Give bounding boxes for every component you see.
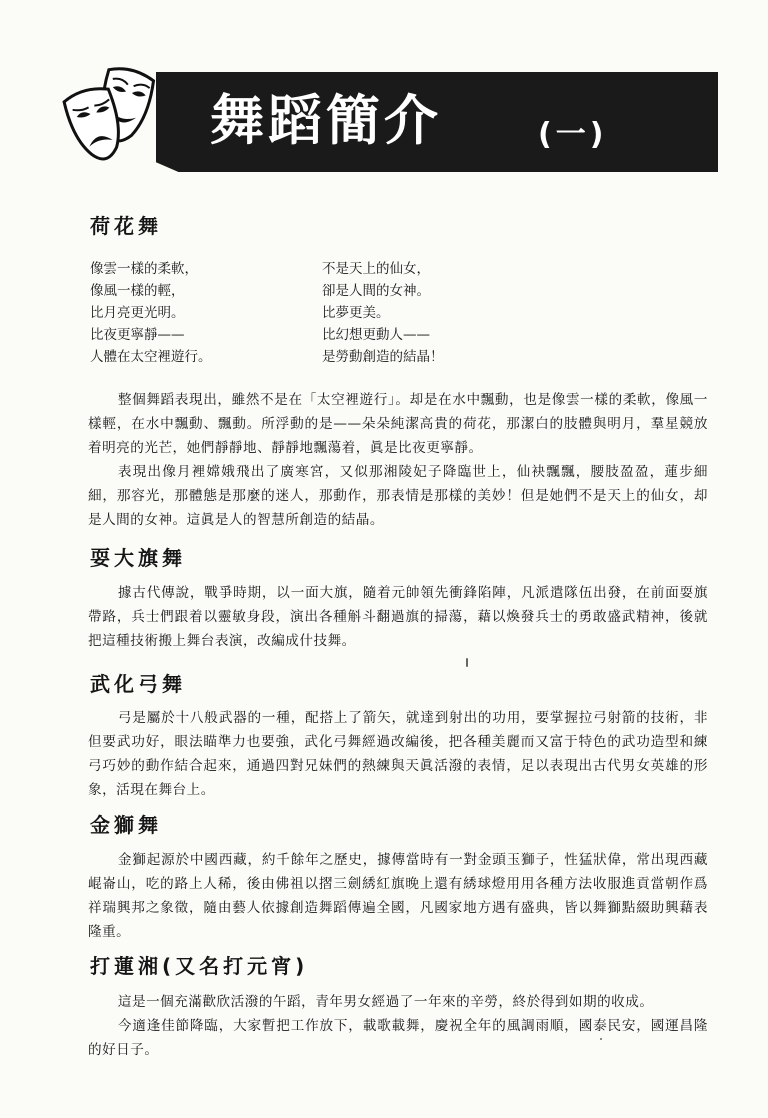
poem-line: 比夜更寧靜—— (90, 327, 185, 343)
poem-right-column (322, 258, 444, 368)
section-body (88, 706, 708, 802)
paragraph: 表現出像月裡嫦娥飛出了廣寒宮，又似那湘陵妃子降臨世上，仙袂飄飄，腰肢盈盈，蓮步細細，那容光，那體態是那麼的迷人，那動作，那表情是那樣的美妙！但是她們不是天上的仙女，却是人間的女神。這眞是人的智慧所創造的結晶。 (88, 464, 708, 528)
theater-masks-icon (60, 60, 156, 170)
poem-line: 像風一樣的輕， (90, 283, 185, 299)
paragraph: 這是一個充滿歡欣活潑的午蹈，青年男女經過了一年來的辛勞，終於得到如期的收成。 (117, 994, 654, 1010)
poem-line: 比幻想更動人—— (322, 327, 430, 343)
section-body (88, 990, 708, 1062)
section-heading: 金獅舞 (90, 813, 162, 837)
section-body (88, 848, 708, 944)
poem-line: 卻是人間的女神。 (322, 283, 430, 299)
paragraph: 據古代傳說，戰爭時期，以一面大旗，隨着元帥領先衝鋒陷陣，凡派遣隊伍出發，在前面耍旗帶路，兵士們跟着以靈敏身段，演出各種斛斗翻過旗的掃蕩，藉以煥發兵士的勇敢盛武精神，後就把這種技術搬上舞台表演，改編成什技舞。 (88, 585, 708, 649)
scan-speck (466, 658, 468, 667)
section-heading: 武化弓舞 (90, 672, 186, 696)
poem-line: 人體在太空裡遊行。 (90, 349, 212, 365)
poem-line: 像雲一樣的柔軟， (90, 261, 198, 277)
poem-line: 比夢更美。 (322, 305, 390, 321)
section-heading: 打蓮湘(又名打元宵) (90, 954, 309, 978)
paragraph: 今適逢佳節降臨，大家暫把工作放下，載歌載舞，慶祝全年的風調雨順，國泰民安，國運昌隆的好日子。 (88, 1018, 708, 1058)
title-bar-rule (156, 72, 718, 74)
paragraph: 金獅起源於中國西藏，約千餘年之歷史，據傳當時有一對金頭玉獅子，性猛狀偉，常出現西藏崐崙山，吃的路上人稀，後由佛祖以摺三劍綉紅旗晚上還有綉球燈用用各種方法收服進貢當朝作爲祥瑞興邦之象徵，隨由藝人依據創造舞蹈傳遍全國，凡國家地方遇有盛典，皆以舞獅點綴助興藉表隆重。 (88, 852, 708, 940)
section-body (88, 388, 708, 532)
poem-line: 比月亮更光明。 (90, 305, 185, 321)
scan-speck (600, 1038, 602, 1040)
poem-line: 是勞動創造的結晶！ (322, 349, 444, 365)
page-title-number: (一) (538, 117, 608, 152)
poem-line: 不是天上的仙女， (322, 261, 430, 277)
paragraph: 弓是屬於十八般武器的一種，配搭上了箭矢，就達到射出的功用，要掌握拉弓射箭的技術，非但要武功好，眼法瞄準力也要強，武化弓舞經過改編後，把各種美麗而又富于特色的武功造型和練弓巧妙的動作結合起來，通過四對兄妹們的熱練與天眞活潑的表情，足以表現出古代男女英雄的形象，活現在舞台上。 (88, 710, 708, 798)
section-heading: 荷花舞 (90, 214, 162, 238)
page-header (60, 60, 720, 182)
poem-left-column (90, 258, 212, 368)
section-heading: 耍大旗舞 (90, 546, 186, 570)
paragraph: 整個舞蹈表現出，雖然不是在「太空裡遊行」。却是在水中飄動，也是像雲一樣的柔軟，像風一樣輕，在水中飄動、飄動。所浮動的是——朵朵純潔高貴的荷花，那潔白的肢體與明月，羣星競放着明亮的光芒，她們靜靜地、靜靜地飄蕩着，眞是比夜更寧靜。 (88, 392, 708, 456)
section-body (88, 581, 708, 653)
page-title: 舞蹈簡介 (210, 89, 442, 152)
